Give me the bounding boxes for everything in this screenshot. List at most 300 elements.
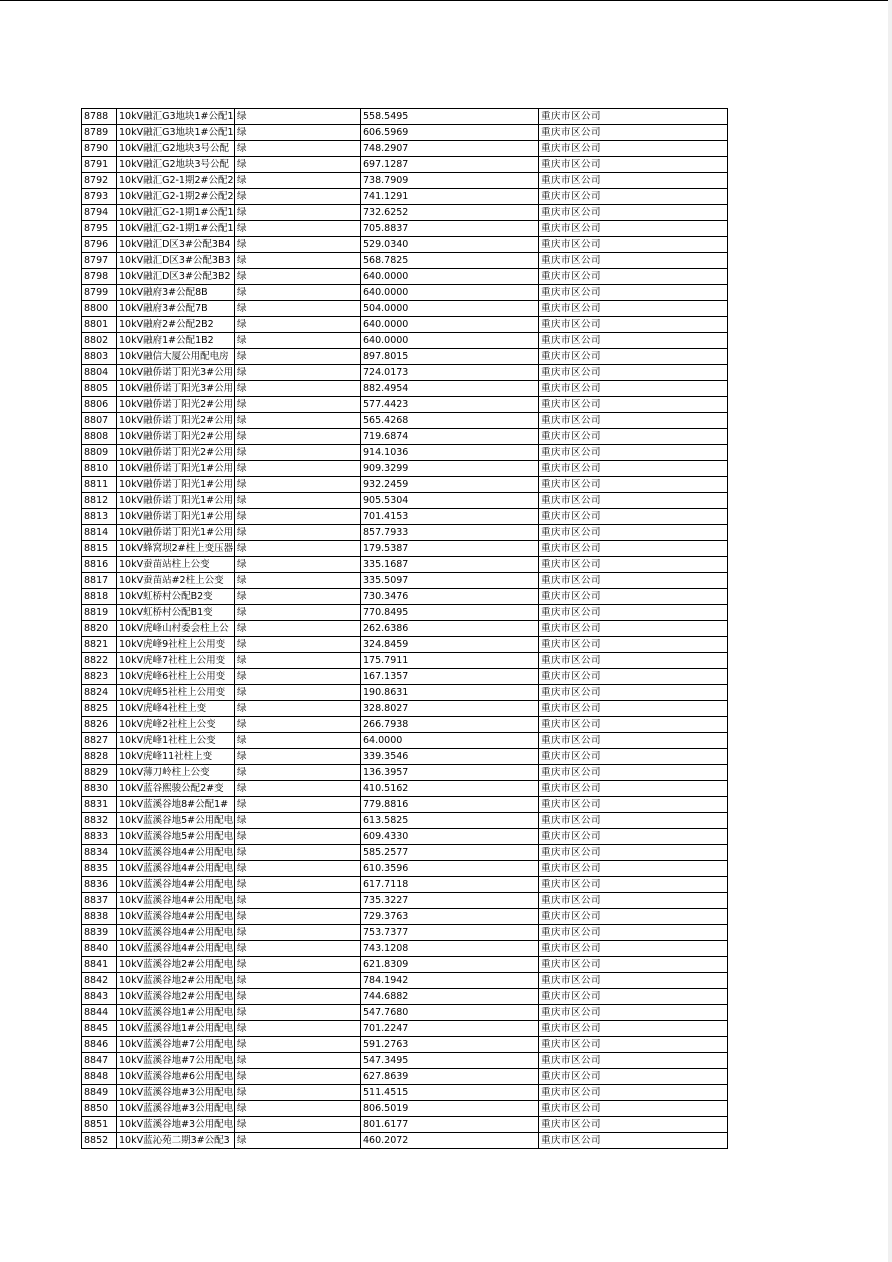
row-id-cell: 8805: [82, 381, 117, 397]
status-color-cell: 绿: [235, 893, 361, 909]
device-name-cell: 10kV蓝溪谷地1#公用配电: [117, 1021, 235, 1037]
table-row: [82, 749, 728, 765]
device-name-cell: 10kV蚕苗站柱上公变: [117, 557, 235, 573]
company-cell: 重庆市区公司: [539, 1021, 728, 1037]
company-cell: 重庆市区公司: [539, 541, 728, 557]
status-color-cell: 绿: [235, 605, 361, 621]
row-id-cell: 8831: [82, 797, 117, 813]
row-id-cell: 8797: [82, 253, 117, 269]
device-name-cell: 10kV蓝溪谷地#3公用配电: [117, 1117, 235, 1133]
row-id-cell: 8844: [82, 1005, 117, 1021]
value-cell: 565.4268: [361, 413, 539, 429]
device-name-cell: 10kV融府2#公配2B2: [117, 317, 235, 333]
company-cell: 重庆市区公司: [539, 605, 728, 621]
device-name-cell: 10kV虎峰5社柱上公用变: [117, 685, 235, 701]
status-color-cell: 绿: [235, 189, 361, 205]
value-cell: 577.4423: [361, 397, 539, 413]
row-id-cell: 8851: [82, 1117, 117, 1133]
device-name-cell: 10kV蚕苗站#2柱上公变: [117, 573, 235, 589]
table-row: [82, 221, 728, 237]
value-cell: 339.3546: [361, 749, 539, 765]
device-name-cell: 10kV融府3#公配7B: [117, 301, 235, 317]
status-color-cell: 绿: [235, 829, 361, 845]
row-id-cell: 8817: [82, 573, 117, 589]
device-name-cell: 10kV薄刀岭柱上公变: [117, 765, 235, 781]
device-name-cell: 10kV蓝溪谷地8#公配1#: [117, 797, 235, 813]
device-name-cell: 10kV融侨诺丁阳光3#公用: [117, 365, 235, 381]
table-row: [82, 1037, 728, 1053]
value-cell: 640.0000: [361, 269, 539, 285]
table-row: [82, 333, 728, 349]
device-name-cell: 10kV蓝溪谷地4#公用配电: [117, 845, 235, 861]
row-id-cell: 8824: [82, 685, 117, 701]
value-cell: 460.2072: [361, 1133, 539, 1149]
table-row: [82, 493, 728, 509]
row-id-cell: 8841: [82, 957, 117, 973]
device-name-cell: 10kV蓝溪谷地#6公用配电: [117, 1069, 235, 1085]
company-cell: 重庆市区公司: [539, 1053, 728, 1069]
value-cell: 741.1291: [361, 189, 539, 205]
company-cell: 重庆市区公司: [539, 989, 728, 1005]
value-cell: 753.7377: [361, 925, 539, 941]
table-row: [82, 525, 728, 541]
status-color-cell: 绿: [235, 861, 361, 877]
status-color-cell: 绿: [235, 941, 361, 957]
status-color-cell: 绿: [235, 1053, 361, 1069]
company-cell: 重庆市区公司: [539, 349, 728, 365]
table-row: [82, 317, 728, 333]
value-cell: 627.8639: [361, 1069, 539, 1085]
value-cell: 328.8027: [361, 701, 539, 717]
table-row: [82, 685, 728, 701]
value-cell: 613.5825: [361, 813, 539, 829]
device-name-cell: 10kV虹桥村公配B1变: [117, 605, 235, 621]
status-color-cell: 绿: [235, 845, 361, 861]
row-id-cell: 8791: [82, 157, 117, 173]
row-id-cell: 8792: [82, 173, 117, 189]
table-row: [82, 669, 728, 685]
device-name-cell: 10kV虎峰4社柱上变: [117, 701, 235, 717]
row-id-cell: 8798: [82, 269, 117, 285]
status-color-cell: 绿: [235, 525, 361, 541]
row-id-cell: 8839: [82, 925, 117, 941]
table-row: [82, 877, 728, 893]
device-name-cell: 10kV融汇G2地块3号公配: [117, 141, 235, 157]
device-name-cell: 10kV融侨诺丁阳光1#公用: [117, 525, 235, 541]
company-cell: 重庆市区公司: [539, 141, 728, 157]
table-row: [82, 893, 728, 909]
row-id-cell: 8823: [82, 669, 117, 685]
status-color-cell: 绿: [235, 925, 361, 941]
company-cell: 重庆市区公司: [539, 445, 728, 461]
company-cell: 重庆市区公司: [539, 1037, 728, 1053]
row-id-cell: 8833: [82, 829, 117, 845]
value-cell: 167.1357: [361, 669, 539, 685]
table-row: [82, 509, 728, 525]
table-row: [82, 829, 728, 845]
row-id-cell: 8811: [82, 477, 117, 493]
row-id-cell: 8810: [82, 461, 117, 477]
table-row: [82, 909, 728, 925]
row-id-cell: 8825: [82, 701, 117, 717]
table-row: [82, 157, 728, 173]
row-id-cell: 8800: [82, 301, 117, 317]
table-row: [82, 957, 728, 973]
company-cell: 重庆市区公司: [539, 589, 728, 605]
company-cell: 重庆市区公司: [539, 285, 728, 301]
company-cell: 重庆市区公司: [539, 845, 728, 861]
device-name-cell: 10kV融汇G2-1期1#公配1: [117, 205, 235, 221]
row-id-cell: 8850: [82, 1101, 117, 1117]
row-id-cell: 8845: [82, 1021, 117, 1037]
value-cell: 606.5969: [361, 125, 539, 141]
row-id-cell: 8789: [82, 125, 117, 141]
company-cell: 重庆市区公司: [539, 509, 728, 525]
value-cell: 547.7680: [361, 1005, 539, 1021]
company-cell: 重庆市区公司: [539, 765, 728, 781]
device-name-cell: 10kV融汇D区3#公配3B4: [117, 237, 235, 253]
value-cell: 64.0000: [361, 733, 539, 749]
device-name-cell: 10kV融汇G2-1期2#公配2: [117, 189, 235, 205]
table-row: [82, 285, 728, 301]
status-color-cell: 绿: [235, 173, 361, 189]
table-row: [82, 173, 728, 189]
table-row: [82, 1021, 728, 1037]
status-color-cell: 绿: [235, 797, 361, 813]
row-id-cell: 8843: [82, 989, 117, 1005]
value-cell: 897.8015: [361, 349, 539, 365]
status-color-cell: 绿: [235, 429, 361, 445]
company-cell: 重庆市区公司: [539, 1005, 728, 1021]
company-cell: 重庆市区公司: [539, 397, 728, 413]
device-name-cell: 10kV蓝溪谷地2#公用配电: [117, 989, 235, 1005]
device-name-cell: 10kV蓝溪谷地#7公用配电: [117, 1053, 235, 1069]
device-name-cell: 10kV虎峰7社柱上公用变: [117, 653, 235, 669]
company-cell: 重庆市区公司: [539, 957, 728, 973]
status-color-cell: 绿: [235, 1101, 361, 1117]
value-cell: 701.2247: [361, 1021, 539, 1037]
value-cell: 724.0173: [361, 365, 539, 381]
value-cell: 640.0000: [361, 317, 539, 333]
status-color-cell: 绿: [235, 1133, 361, 1149]
value-cell: 558.5495: [361, 109, 539, 125]
company-cell: 重庆市区公司: [539, 269, 728, 285]
value-cell: 640.0000: [361, 333, 539, 349]
row-id-cell: 8838: [82, 909, 117, 925]
device-name-cell: 10kV融汇G2地块3号公配: [117, 157, 235, 173]
data-table: [81, 108, 728, 1149]
device-name-cell: 10kV融府3#公配8B: [117, 285, 235, 301]
table-row: [82, 429, 728, 445]
row-id-cell: 8846: [82, 1037, 117, 1053]
company-cell: 重庆市区公司: [539, 925, 728, 941]
table-row: [82, 477, 728, 493]
company-cell: 重庆市区公司: [539, 781, 728, 797]
value-cell: 719.6874: [361, 429, 539, 445]
row-id-cell: 8834: [82, 845, 117, 861]
table-row: [82, 621, 728, 637]
company-cell: 重庆市区公司: [539, 125, 728, 141]
status-color-cell: 绿: [235, 957, 361, 973]
company-cell: 重庆市区公司: [539, 573, 728, 589]
value-cell: 730.3476: [361, 589, 539, 605]
status-color-cell: 绿: [235, 589, 361, 605]
table-row: [82, 301, 728, 317]
company-cell: 重庆市区公司: [539, 205, 728, 221]
table-row: [82, 637, 728, 653]
value-cell: 909.3299: [361, 461, 539, 477]
company-cell: 重庆市区公司: [539, 1133, 728, 1149]
company-cell: 重庆市区公司: [539, 525, 728, 541]
status-color-cell: 绿: [235, 973, 361, 989]
device-name-cell: 10kV融汇G2-1期2#公配2: [117, 173, 235, 189]
table-row: [82, 109, 728, 125]
status-color-cell: 绿: [235, 301, 361, 317]
device-name-cell: 10kV融侨诺丁阳光2#公用: [117, 413, 235, 429]
company-cell: 重庆市区公司: [539, 365, 728, 381]
value-cell: 701.4153: [361, 509, 539, 525]
value-cell: 905.5304: [361, 493, 539, 509]
row-id-cell: 8806: [82, 397, 117, 413]
table-row: [82, 989, 728, 1005]
status-color-cell: 绿: [235, 1037, 361, 1053]
status-color-cell: 绿: [235, 877, 361, 893]
value-cell: 179.5387: [361, 541, 539, 557]
value-cell: 324.8459: [361, 637, 539, 653]
device-name-cell: 10kV蓝溪谷地5#公用配电: [117, 829, 235, 845]
status-color-cell: 绿: [235, 381, 361, 397]
table-row: [82, 253, 728, 269]
device-name-cell: 10kV蓝溪谷地2#公用配电: [117, 973, 235, 989]
row-id-cell: 8826: [82, 717, 117, 733]
value-cell: 175.7911: [361, 653, 539, 669]
company-cell: 重庆市区公司: [539, 221, 728, 237]
company-cell: 重庆市区公司: [539, 829, 728, 845]
table-row: [82, 1117, 728, 1133]
row-id-cell: 8835: [82, 861, 117, 877]
device-name-cell: 10kV融侨诺丁阳光1#公用: [117, 493, 235, 509]
value-cell: 732.6252: [361, 205, 539, 221]
table-row: [82, 1101, 728, 1117]
row-id-cell: 8808: [82, 429, 117, 445]
status-color-cell: 绿: [235, 669, 361, 685]
status-color-cell: 绿: [235, 637, 361, 653]
status-color-cell: 绿: [235, 477, 361, 493]
company-cell: 重庆市区公司: [539, 173, 728, 189]
status-color-cell: 绿: [235, 141, 361, 157]
device-name-cell: 10kV虎峰山村委会柱上公: [117, 621, 235, 637]
table-row: [82, 845, 728, 861]
company-cell: 重庆市区公司: [539, 717, 728, 733]
status-color-cell: 绿: [235, 813, 361, 829]
row-id-cell: 8794: [82, 205, 117, 221]
device-name-cell: 10kV蓝溪谷地4#公用配电: [117, 941, 235, 957]
table-row: [82, 557, 728, 573]
row-id-cell: 8809: [82, 445, 117, 461]
company-cell: 重庆市区公司: [539, 653, 728, 669]
device-name-cell: 10kV蓝溪谷地1#公用配电: [117, 1005, 235, 1021]
company-cell: 重庆市区公司: [539, 413, 728, 429]
company-cell: 重庆市区公司: [539, 557, 728, 573]
table-row: [82, 733, 728, 749]
company-cell: 重庆市区公司: [539, 637, 728, 653]
device-name-cell: 10kV融汇G3地块1#公配1: [117, 109, 235, 125]
company-cell: 重庆市区公司: [539, 941, 728, 957]
status-color-cell: 绿: [235, 541, 361, 557]
table-row: [82, 573, 728, 589]
value-cell: 705.8837: [361, 221, 539, 237]
value-cell: 136.3957: [361, 765, 539, 781]
table-row: [82, 141, 728, 157]
status-color-cell: 绿: [235, 221, 361, 237]
row-id-cell: 8793: [82, 189, 117, 205]
row-id-cell: 8804: [82, 365, 117, 381]
table-row: [82, 205, 728, 221]
row-id-cell: 8802: [82, 333, 117, 349]
table-row: [82, 589, 728, 605]
device-name-cell: 10kV蜂窝坝2#柱上变压器: [117, 541, 235, 557]
row-id-cell: 8840: [82, 941, 117, 957]
table-row: [82, 349, 728, 365]
row-id-cell: 8829: [82, 765, 117, 781]
table-row: [82, 365, 728, 381]
device-name-cell: 10kV融侨诺丁阳光2#公用: [117, 397, 235, 413]
value-cell: 735.3227: [361, 893, 539, 909]
row-id-cell: 8813: [82, 509, 117, 525]
device-name-cell: 10kV蓝溪谷地#3公用配电: [117, 1085, 235, 1101]
value-cell: 410.5162: [361, 781, 539, 797]
device-name-cell: 10kV虎峰9社柱上公用变: [117, 637, 235, 653]
table-row: [82, 813, 728, 829]
status-color-cell: 绿: [235, 317, 361, 333]
company-cell: 重庆市区公司: [539, 893, 728, 909]
row-id-cell: 8848: [82, 1069, 117, 1085]
value-cell: 729.3763: [361, 909, 539, 925]
status-color-cell: 绿: [235, 749, 361, 765]
value-cell: 504.0000: [361, 301, 539, 317]
value-cell: 335.1687: [361, 557, 539, 573]
device-name-cell: 10kV融汇D区3#公配3B2: [117, 269, 235, 285]
table-row: [82, 189, 728, 205]
status-color-cell: 绿: [235, 461, 361, 477]
value-cell: 779.8816: [361, 797, 539, 813]
row-id-cell: 8788: [82, 109, 117, 125]
table-row: [82, 765, 728, 781]
company-cell: 重庆市区公司: [539, 1085, 728, 1101]
row-id-cell: 8790: [82, 141, 117, 157]
row-id-cell: 8822: [82, 653, 117, 669]
status-color-cell: 绿: [235, 365, 361, 381]
status-color-cell: 绿: [235, 205, 361, 221]
table-row: [82, 717, 728, 733]
value-cell: 262.6386: [361, 621, 539, 637]
table-row: [82, 797, 728, 813]
device-name-cell: 10kV蓝溪谷地5#公用配电: [117, 813, 235, 829]
row-id-cell: 8807: [82, 413, 117, 429]
value-cell: 744.6882: [361, 989, 539, 1005]
status-color-cell: 绿: [235, 989, 361, 1005]
company-cell: 重庆市区公司: [539, 973, 728, 989]
row-id-cell: 8796: [82, 237, 117, 253]
table-row: [82, 781, 728, 797]
device-name-cell: 10kV融汇G2-1期1#公配1: [117, 221, 235, 237]
status-color-cell: 绿: [235, 1021, 361, 1037]
company-cell: 重庆市区公司: [539, 493, 728, 509]
device-name-cell: 10kV蓝溪谷地4#公用配电: [117, 925, 235, 941]
table-row: [82, 237, 728, 253]
device-name-cell: 10kV融侨诺丁阳光2#公用: [117, 429, 235, 445]
value-cell: 529.0340: [361, 237, 539, 253]
value-cell: 266.7938: [361, 717, 539, 733]
value-cell: 585.2577: [361, 845, 539, 861]
row-id-cell: 8830: [82, 781, 117, 797]
row-id-cell: 8847: [82, 1053, 117, 1069]
value-cell: 770.8495: [361, 605, 539, 621]
row-id-cell: 8819: [82, 605, 117, 621]
table-row: [82, 125, 728, 141]
value-cell: 568.7825: [361, 253, 539, 269]
value-cell: 547.3495: [361, 1053, 539, 1069]
table-row: [82, 541, 728, 557]
value-cell: 697.1287: [361, 157, 539, 173]
company-cell: 重庆市区公司: [539, 1069, 728, 1085]
value-cell: 335.5097: [361, 573, 539, 589]
table-row: [82, 925, 728, 941]
row-id-cell: 8842: [82, 973, 117, 989]
status-color-cell: 绿: [235, 157, 361, 173]
value-cell: 784.1942: [361, 973, 539, 989]
status-color-cell: 绿: [235, 909, 361, 925]
company-cell: 重庆市区公司: [539, 1101, 728, 1117]
device-name-cell: 10kV融侨诺丁阳光2#公用: [117, 445, 235, 461]
value-cell: 591.2763: [361, 1037, 539, 1053]
table-row: [82, 445, 728, 461]
company-cell: 重庆市区公司: [539, 685, 728, 701]
table-row: [82, 413, 728, 429]
device-name-cell: 10kV融侨诺丁阳光1#公用: [117, 509, 235, 525]
table-row: [82, 973, 728, 989]
row-id-cell: 8820: [82, 621, 117, 637]
device-name-cell: 10kV蓝溪谷地#7公用配电: [117, 1037, 235, 1053]
value-cell: 743.1208: [361, 941, 539, 957]
row-id-cell: 8799: [82, 285, 117, 301]
row-id-cell: 8852: [82, 1133, 117, 1149]
company-cell: 重庆市区公司: [539, 109, 728, 125]
table-row: [82, 605, 728, 621]
status-color-cell: 绿: [235, 285, 361, 301]
table-row: [82, 941, 728, 957]
value-cell: 806.5019: [361, 1101, 539, 1117]
status-color-cell: 绿: [235, 685, 361, 701]
row-id-cell: 8814: [82, 525, 117, 541]
row-id-cell: 8832: [82, 813, 117, 829]
status-color-cell: 绿: [235, 573, 361, 589]
company-cell: 重庆市区公司: [539, 317, 728, 333]
row-id-cell: 8803: [82, 349, 117, 365]
row-id-cell: 8821: [82, 637, 117, 653]
company-cell: 重庆市区公司: [539, 861, 728, 877]
row-id-cell: 8812: [82, 493, 117, 509]
row-id-cell: 8795: [82, 221, 117, 237]
company-cell: 重庆市区公司: [539, 157, 728, 173]
status-color-cell: 绿: [235, 125, 361, 141]
device-name-cell: 10kV融侨诺丁阳光1#公用: [117, 477, 235, 493]
device-name-cell: 10kV蓝溪谷地4#公用配电: [117, 861, 235, 877]
device-name-cell: 10kV虹桥村公配B2变: [117, 589, 235, 605]
device-name-cell: 10kV蓝谷熙骏公配2#变: [117, 781, 235, 797]
status-color-cell: 绿: [235, 397, 361, 413]
status-color-cell: 绿: [235, 765, 361, 781]
